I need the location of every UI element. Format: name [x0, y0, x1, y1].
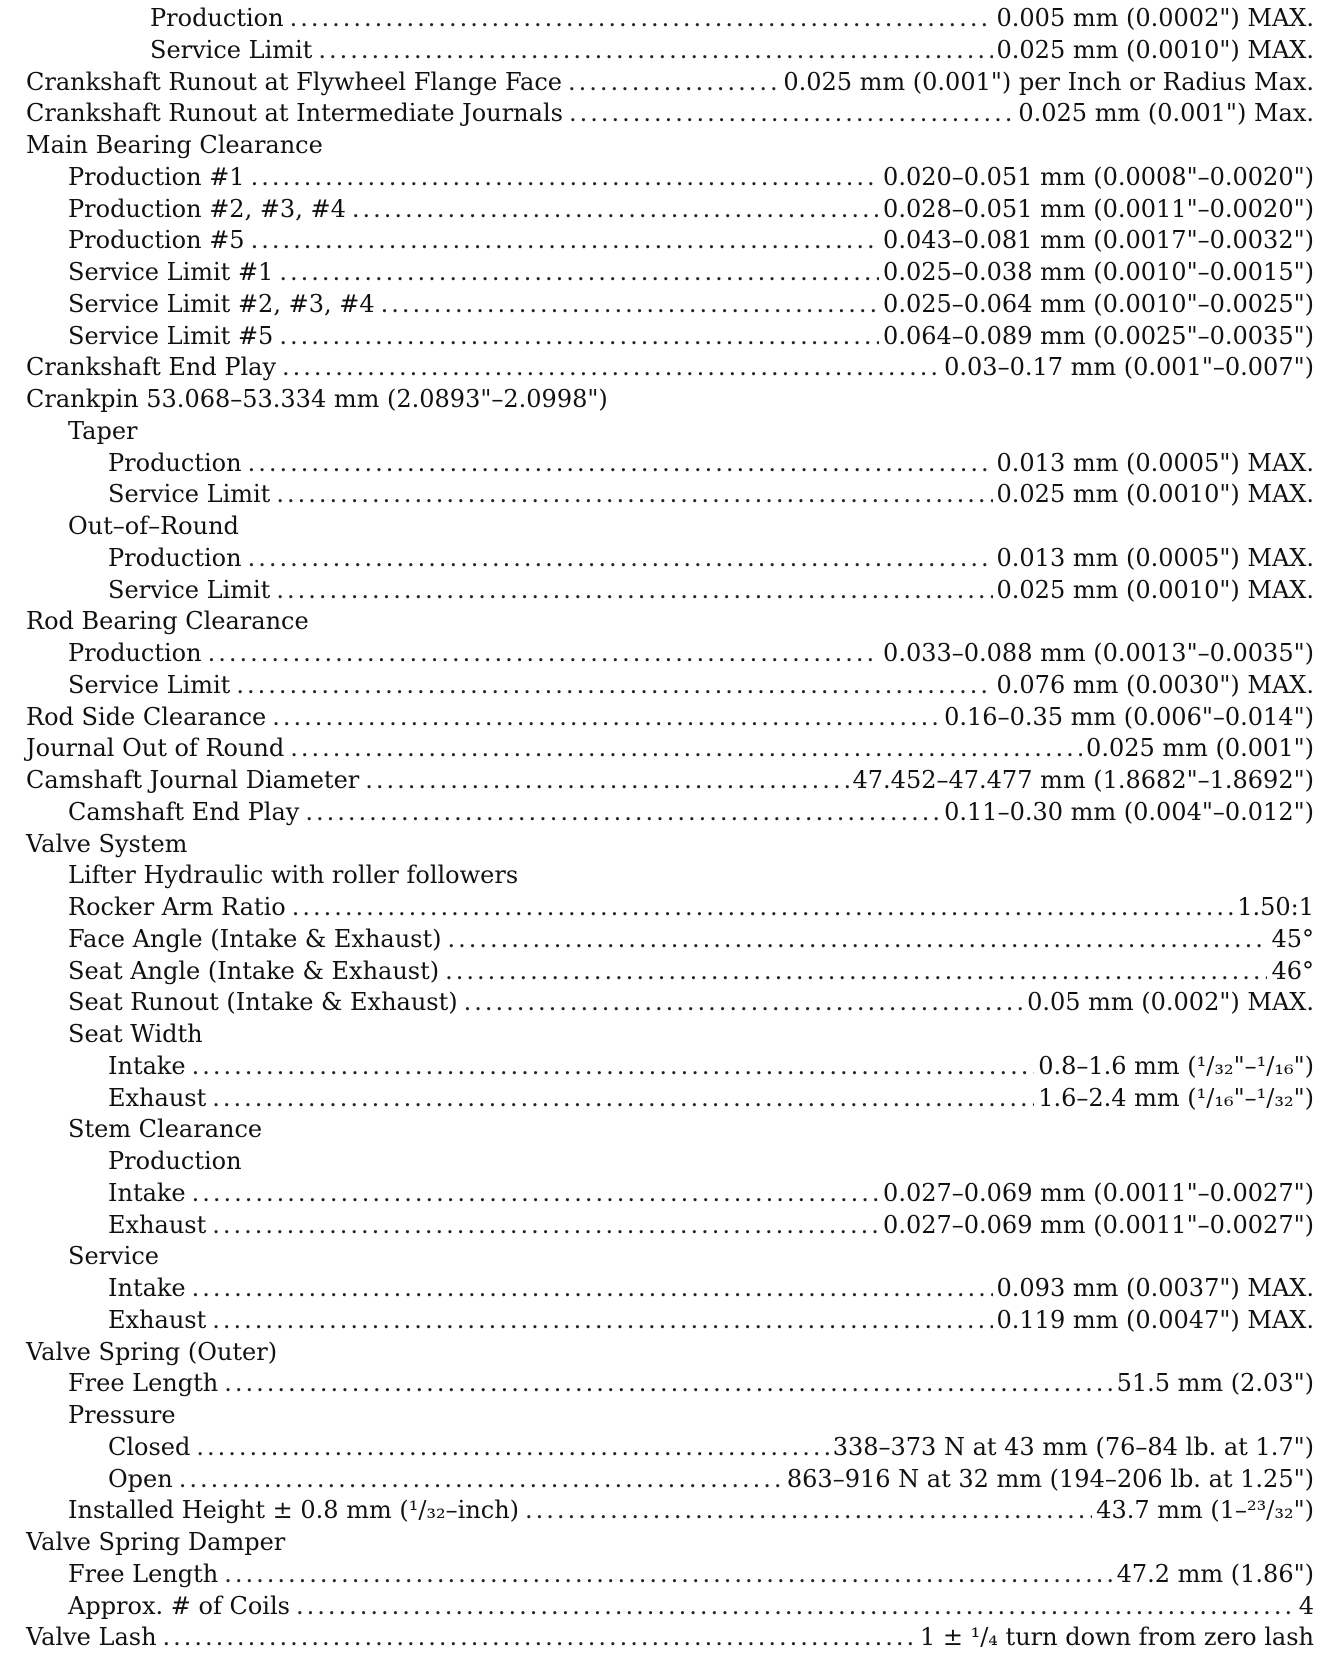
dot-leader	[251, 163, 879, 191]
spec-value: 0.05 mm (0.002") MAX.	[1027, 988, 1314, 1017]
spec-value: 1.50:1	[1237, 893, 1314, 921]
dot-leader	[292, 893, 1234, 921]
spec-label: Production #1	[68, 162, 245, 191]
dot-leader	[279, 258, 879, 286]
spec-heading	[26, 1242, 1314, 1274]
spec-label: Intake	[108, 1274, 186, 1302]
spec-value: 0.16–0.35 mm (0.006"–0.014")	[944, 702, 1314, 731]
spec-label: Face Angle (Intake & Exhaust)	[68, 924, 442, 953]
dot-leader	[525, 1496, 1092, 1524]
spec-row	[26, 544, 1314, 576]
spec-value: 1 ± ¹/₄ turn down from zero lash	[919, 1623, 1314, 1652]
spec-label: Free Length	[68, 1559, 219, 1588]
spec-label: Service	[68, 1242, 159, 1271]
spec-label: Exhaust	[108, 1210, 207, 1239]
spec-label: Production	[108, 448, 242, 477]
spec-value: 0.025 mm (0.0010") MAX.	[996, 35, 1314, 64]
spec-label: Service Limit	[108, 480, 271, 509]
dot-leader	[248, 449, 993, 477]
dot-leader	[192, 1179, 879, 1207]
spec-value: 863–916 N at 32 mm (194–206 lb. at 1.25")	[786, 1464, 1314, 1493]
dot-leader	[568, 68, 779, 96]
spec-row	[26, 893, 1314, 925]
dot-leader	[276, 576, 992, 604]
dot-leader	[569, 99, 1014, 127]
spec-row	[26, 68, 1314, 100]
spec-row	[26, 1084, 1314, 1116]
spec-label: Taper	[68, 416, 138, 445]
spec-row	[26, 1496, 1314, 1528]
spec-value: 0.093 mm (0.0037") MAX.	[996, 1274, 1314, 1302]
spec-row	[26, 163, 1314, 195]
dot-leader	[282, 353, 940, 381]
spec-value: 0.8–1.6 mm (¹/₃₂"–¹/₁₆")	[1038, 1051, 1314, 1080]
spec-value: 0.027–0.069 mm (0.0011"–0.0027")	[883, 1210, 1314, 1239]
spec-value: 338–373 N at 43 mm (76–84 lb. at 1.7")	[832, 1432, 1314, 1461]
spec-label: Stem Clearance	[68, 1115, 263, 1144]
spec-row	[26, 226, 1314, 258]
dot-leader	[192, 1274, 993, 1302]
spec-row	[26, 36, 1314, 68]
spec-row	[26, 353, 1314, 385]
spec-heading	[26, 385, 1314, 417]
spec-label: Production	[108, 543, 242, 572]
spec-value: 0.025 mm (0.001") Max.	[1018, 99, 1314, 128]
spec-row	[26, 4, 1314, 36]
spec-label: Closed	[108, 1432, 191, 1461]
spec-label: Production #2, #3, #4	[68, 194, 346, 223]
dot-leader	[248, 544, 993, 572]
spec-value: 45°	[1271, 924, 1314, 953]
spec-value: 0.025 mm (0.001") per Inch or Radius Max.	[783, 67, 1314, 96]
dot-leader	[352, 195, 879, 223]
spec-heading	[26, 607, 1314, 639]
spec-row	[26, 449, 1314, 481]
spec-row	[26, 480, 1314, 512]
spec-label: Out–of–Round	[68, 512, 239, 540]
spec-label: Lifter Hydraulic with roller followers	[68, 861, 519, 890]
engine-specification-list	[26, 4, 1314, 1655]
dot-leader	[276, 480, 992, 508]
dot-leader	[179, 1465, 783, 1493]
spec-row	[26, 1052, 1314, 1084]
dot-leader	[196, 1433, 828, 1461]
spec-row	[26, 258, 1314, 290]
dot-leader	[296, 1592, 1295, 1620]
spec-row	[26, 734, 1314, 766]
spec-row	[26, 671, 1314, 703]
dot-leader	[224, 1560, 1112, 1588]
spec-label: Service Limit	[108, 575, 271, 604]
spec-heading	[26, 830, 1314, 862]
spec-heading	[26, 1401, 1314, 1433]
spec-row	[26, 99, 1314, 131]
dot-leader	[208, 639, 879, 667]
spec-heading	[26, 512, 1314, 544]
spec-label: Valve Lash	[26, 1623, 157, 1652]
dot-leader	[448, 925, 1268, 953]
spec-label: Exhaust	[108, 1083, 207, 1112]
spec-label: Service Limit #5	[68, 321, 274, 350]
spec-label: Production	[68, 639, 202, 667]
dot-leader	[365, 766, 848, 794]
spec-heading	[26, 1338, 1314, 1370]
spec-row	[26, 766, 1314, 798]
spec-row	[26, 1592, 1314, 1624]
spec-row	[26, 195, 1314, 227]
spec-row	[26, 1623, 1314, 1655]
dot-leader	[192, 1052, 1035, 1080]
spec-row	[26, 798, 1314, 830]
dot-leader	[212, 1084, 1034, 1112]
spec-value: 0.025–0.038 mm (0.0010"–0.0015")	[883, 258, 1314, 286]
spec-label: Crankpin 53.068–53.334 mm (2.0893"–2.0998")	[26, 385, 608, 413]
dot-leader	[464, 988, 1023, 1016]
spec-label: Rod Bearing Clearance	[26, 607, 309, 636]
spec-value: 0.119 mm (0.0047") MAX.	[996, 1305, 1314, 1334]
dot-leader	[305, 798, 940, 826]
spec-value: 0.020–0.051 mm (0.0008"–0.0020")	[883, 162, 1314, 191]
spec-row	[26, 1369, 1314, 1401]
spec-row	[26, 322, 1314, 354]
spec-value: 0.028–0.051 mm (0.0011"–0.0020")	[883, 194, 1314, 223]
spec-value: 0.076 mm (0.0030") MAX.	[996, 670, 1314, 699]
spec-label: Approx. # of Coils	[68, 1591, 290, 1620]
spec-label: Valve Spring (Outer)	[26, 1337, 278, 1366]
spec-row	[26, 576, 1314, 608]
dot-leader	[272, 703, 940, 731]
spec-value: 0.064–0.089 mm (0.0025"–0.0035")	[883, 321, 1314, 350]
spec-label: Installed Height ± 0.8 mm (¹/₃₂–inch)	[68, 1496, 520, 1525]
spec-row	[26, 290, 1314, 322]
spec-label: Production	[108, 1147, 242, 1175]
spec-heading	[26, 1147, 1314, 1179]
spec-row	[26, 957, 1314, 989]
spec-value: 0.013 mm (0.0005") MAX.	[996, 448, 1314, 477]
spec-value: 0.033–0.088 mm (0.0013"–0.0035")	[883, 639, 1314, 667]
spec-value: 0.025 mm (0.001")	[1086, 734, 1314, 763]
dot-leader	[224, 1369, 1112, 1397]
spec-label: Exhaust	[108, 1305, 207, 1334]
dot-leader	[236, 671, 992, 699]
spec-label: Intake	[108, 1178, 186, 1207]
spec-label: Crankshaft Runout at Intermediate Journals	[26, 99, 563, 128]
spec-row	[26, 1433, 1314, 1465]
spec-row	[26, 1211, 1314, 1243]
spec-label: Camshaft Journal Diameter	[26, 766, 360, 794]
spec-value: 47.452–47.477 mm (1.8682"–1.8692")	[852, 766, 1314, 794]
spec-label: Service Limit	[68, 670, 231, 699]
spec-value: 0.11–0.30 mm (0.004"–0.012")	[944, 797, 1314, 826]
dot-leader	[163, 1623, 916, 1651]
dot-leader	[445, 957, 1267, 985]
spec-heading	[26, 861, 1314, 893]
dot-leader	[290, 4, 993, 32]
spec-row	[26, 1306, 1314, 1338]
spec-label: Rod Side Clearance	[26, 702, 267, 731]
spec-value: 46°	[1271, 956, 1314, 985]
spec-row	[26, 925, 1314, 957]
spec-value: 0.03–0.17 mm (0.001"–0.007")	[944, 353, 1314, 382]
spec-label: Service Limit	[150, 35, 313, 64]
spec-heading	[26, 417, 1314, 449]
spec-heading	[26, 1115, 1314, 1147]
spec-row	[26, 1274, 1314, 1306]
spec-label: Journal Out of Round	[26, 734, 285, 763]
spec-heading	[26, 131, 1314, 163]
dot-leader	[318, 36, 992, 64]
spec-label: Crankshaft End Play	[26, 353, 277, 382]
spec-label: Camshaft End Play	[68, 797, 300, 826]
spec-label: Seat Angle (Intake & Exhaust)	[68, 956, 440, 985]
spec-heading	[26, 1528, 1314, 1560]
spec-label: Production #5	[68, 226, 245, 255]
spec-value: 51.5 mm (2.03")	[1116, 1369, 1314, 1398]
dot-leader	[251, 226, 879, 254]
spec-heading	[26, 1020, 1314, 1052]
spec-label: Seat Runout (Intake & Exhaust)	[68, 988, 458, 1017]
spec-row	[26, 1465, 1314, 1497]
dot-leader	[381, 290, 879, 318]
spec-label: Seat Width	[68, 1020, 203, 1048]
spec-value: 4	[1298, 1591, 1314, 1620]
spec-value: 0.027–0.069 mm (0.0011"–0.0027")	[883, 1178, 1314, 1207]
spec-row	[26, 1179, 1314, 1211]
spec-value: 0.025 mm (0.0010") MAX.	[996, 480, 1314, 509]
spec-row	[26, 988, 1314, 1020]
spec-label: Production	[150, 4, 284, 32]
spec-label: Rocker Arm Ratio	[68, 893, 286, 921]
spec-value: 0.005 mm (0.0002") MAX.	[996, 4, 1314, 32]
spec-value: 0.025 mm (0.0010") MAX.	[996, 575, 1314, 604]
spec-label: Valve System	[26, 829, 188, 858]
spec-label: Valve Spring Damper	[26, 1528, 286, 1556]
spec-label: Crankshaft Runout at Flywheel Flange Face	[26, 67, 562, 96]
spec-value: 43.7 mm (1–²³/₃₂")	[1096, 1496, 1314, 1525]
spec-label: Open	[108, 1464, 173, 1493]
spec-label: Pressure	[68, 1401, 176, 1429]
spec-label: Intake	[108, 1051, 186, 1080]
dot-leader	[279, 322, 879, 350]
dot-leader	[212, 1211, 879, 1239]
spec-row	[26, 1560, 1314, 1592]
dot-leader	[290, 734, 1082, 762]
spec-label: Free Length	[68, 1369, 219, 1398]
spec-row	[26, 639, 1314, 671]
dot-leader	[212, 1306, 992, 1334]
spec-row	[26, 703, 1314, 735]
spec-label: Service Limit #1	[68, 258, 274, 286]
spec-value: 47.2 mm (1.86")	[1116, 1559, 1314, 1588]
spec-value: 0.013 mm (0.0005") MAX.	[996, 543, 1314, 572]
spec-value: 0.025–0.064 mm (0.0010"–0.0025")	[883, 289, 1314, 318]
spec-value: 0.043–0.081 mm (0.0017"–0.0032")	[883, 226, 1314, 255]
spec-label: Service Limit #2, #3, #4	[68, 289, 375, 318]
spec-value: 1.6–2.4 mm (¹/₁₆"–¹/₃₂")	[1038, 1083, 1314, 1112]
spec-label: Main Bearing Clearance	[26, 131, 323, 159]
